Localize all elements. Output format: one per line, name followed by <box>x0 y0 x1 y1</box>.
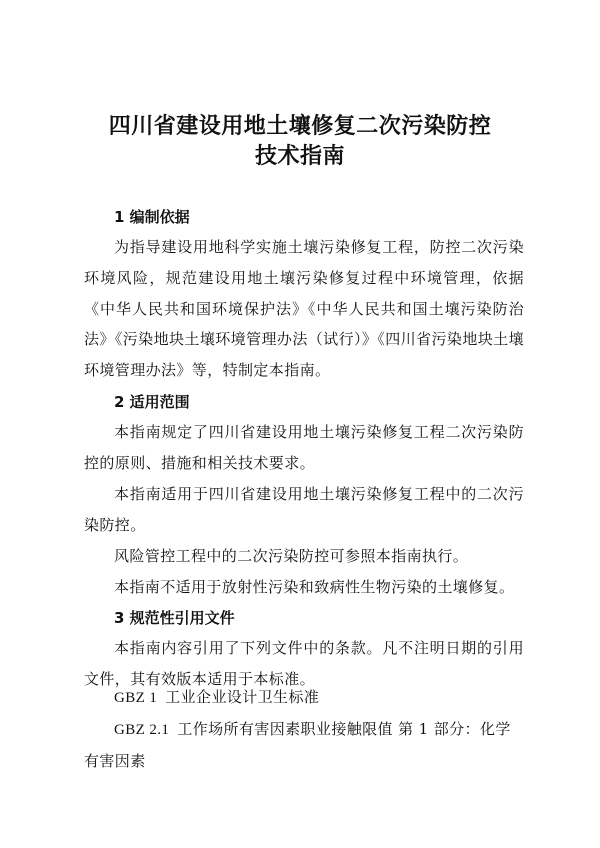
section-heading-references: 3 规范性引用文件 <box>114 609 235 627</box>
paragraph-scope-1: 本指南规定了四川省建设用地土壤污染修复工程二次污染防控的原则、措施和相关技术要求。 <box>84 423 524 472</box>
paragraph-scope-4: 本指南不适用于放射性污染和致病性生物污染的土壤修复。 <box>114 578 515 596</box>
paragraph-references-intro: 本指南内容引用了下列文件中的条款。凡不注明日期的引用文件，其有效版本适用于本标准。 <box>84 639 524 688</box>
reference-item <box>84 714 524 777</box>
reference-code: GBZ 2.1 <box>114 722 170 738</box>
paragraph-basis: 为指导建设用地科学实施土壤污染修复工程，防控二次污染环境风险，规范建设用地土壤污染修复过程中环境管理，依据《中华人民共和国环境保护法》《中华人民共和国土壤污染防治法》《污染地块土壤环境管理办法（试行）》《四川省污染地块土壤环境管理办法》等，特制定本指南。 <box>84 238 524 380</box>
section-heading-basis: 1 编制依据 <box>114 208 190 226</box>
paragraph-scope-3: 风险管控工程中的二次污染防控可参照本指南执行。 <box>114 547 469 565</box>
reference-title: 工业企业设计卫生标准 <box>165 688 320 706</box>
reference-code: GBZ 1 <box>114 690 158 706</box>
reference-title: 工作场所有害因素职业接触限值 第 1 部分：化学有害因素 <box>84 720 511 770</box>
document-title-line-1: 四川省建设用地土壤修复二次污染防控 <box>108 113 492 139</box>
section-heading-scope: 2 适用范围 <box>114 393 190 411</box>
reference-item <box>84 682 524 714</box>
paragraph-scope-2: 本指南适用于四川省建设用地土壤污染修复工程中的二次污染防控。 <box>84 485 524 534</box>
document-title-line-2: 技术指南 <box>254 143 345 169</box>
